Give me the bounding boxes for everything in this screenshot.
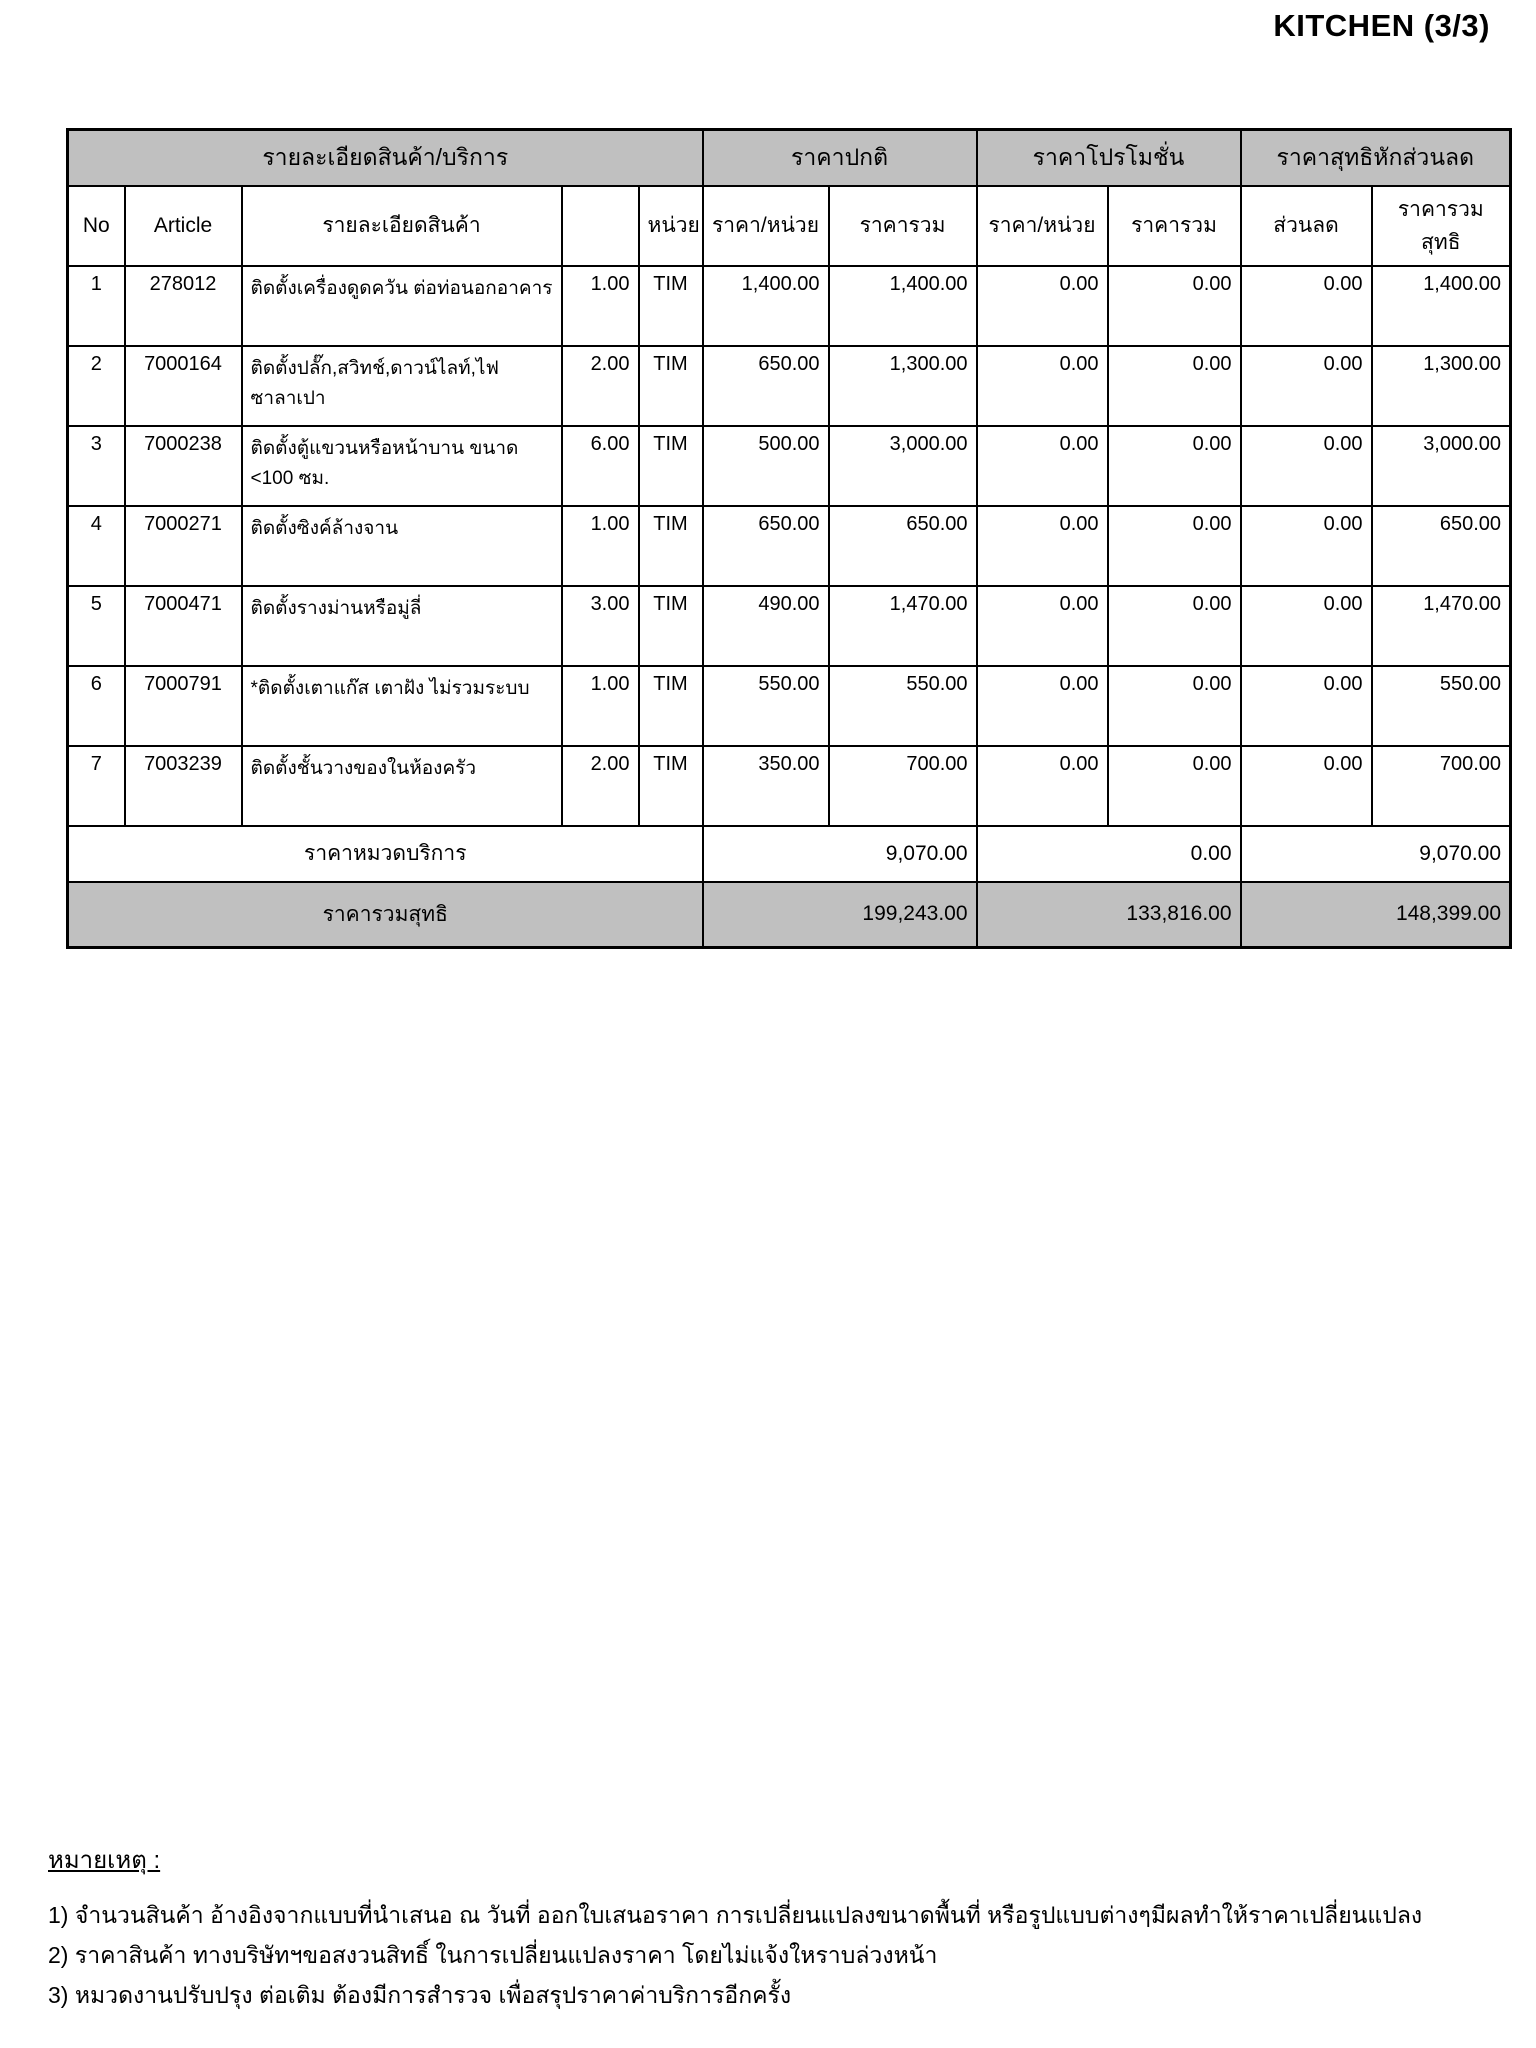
cell-qty: 1.00 [562,266,639,346]
group-header-net-price: ราคาสุทธิหักส่วนลด [1241,130,1511,186]
cell-net-total: 1,400.00 [1372,266,1511,346]
cell-unit: TIM [639,266,703,346]
cell-promo-unit-price: 0.00 [977,666,1108,746]
cell-description: ติดตั้งชั้นวางของในห้องครัว [242,746,562,826]
grand-total-row [68,882,1511,948]
cell-no: 2 [68,346,125,426]
cell-net-total: 650.00 [1372,506,1511,586]
col-header-discount: ส่วนลด [1241,186,1372,266]
cell-promo-total: 0.00 [1108,346,1241,426]
cell-no: 3 [68,426,125,506]
grand-total-normal: 199,243.00 [703,882,977,948]
service-total-net: 9,070.00 [1241,826,1511,882]
col-header-unit: หน่วย [639,186,703,266]
cell-qty: 2.00 [562,346,639,426]
service-total-label: ราคาหมวดบริการ [68,826,703,882]
cell-promo-total: 0.00 [1108,426,1241,506]
table-row [68,266,1511,346]
cell-article: 7000471 [125,586,242,666]
cell-net-total: 550.00 [1372,666,1511,746]
grand-total-promo: 133,816.00 [977,882,1241,948]
cell-article: 7003239 [125,746,242,826]
cell-normal-total: 1,470.00 [829,586,977,666]
cell-article: 7000791 [125,666,242,746]
col-header-normal-total: ราคารวม [829,186,977,266]
cell-discount: 0.00 [1241,266,1372,346]
cell-discount: 0.00 [1241,746,1372,826]
table-row [68,586,1511,666]
cell-unit: TIM [639,506,703,586]
cell-normal-unit-price: 350.00 [703,746,829,826]
cell-normal-total: 650.00 [829,506,977,586]
cell-article: 278012 [125,266,242,346]
cell-no: 5 [68,586,125,666]
cell-article: 7000164 [125,346,242,426]
page-title: KITCHEN (3/3) [1273,8,1490,43]
cell-discount: 0.00 [1241,666,1372,746]
cell-unit: TIM [639,666,703,746]
quotation-table [66,128,1512,949]
service-total-normal: 9,070.00 [703,826,977,882]
cell-article: 7000238 [125,426,242,506]
table-row [68,346,1511,426]
col-header-description: รายละเอียดสินค้า [242,186,562,266]
cell-unit: TIM [639,426,703,506]
col-header-normal-unit-price: ราคา/หน่วย [703,186,829,266]
table-row [68,746,1511,826]
col-header-net-total: ราคารวมสุทธิ [1372,186,1511,266]
cell-discount: 0.00 [1241,426,1372,506]
cell-unit: TIM [639,586,703,666]
col-header-promo-unit-price: ราคา/หน่วย [977,186,1108,266]
note-item-2: 2) ราคาสินค้า ทางบริษัทฯขอสงวนสิทธิ์ ในการเปลี่ยนแปลงราคา โดยไม่แจ้งใหราบล่วงหน้า [48,1942,938,1968]
cell-normal-unit-price: 500.00 [703,426,829,506]
cell-description: ติดตั้งตู้แขวนหรือหน้าบาน ขนาด <100 ซม. [242,426,562,506]
cell-normal-total: 3,000.00 [829,426,977,506]
cell-qty: 3.00 [562,586,639,666]
notes-section [48,1840,1508,2015]
cell-description: ติดตั้งรางม่านหรือมู่ลี่ [242,586,562,666]
cell-net-total: 3,000.00 [1372,426,1511,506]
cell-qty: 6.00 [562,426,639,506]
cell-unit: TIM [639,746,703,826]
grand-total-net: 148,399.00 [1241,882,1511,948]
column-header-row [68,186,1511,266]
cell-qty: 1.00 [562,506,639,586]
cell-normal-unit-price: 550.00 [703,666,829,746]
cell-normal-total: 700.00 [829,746,977,826]
cell-description: *ติดตั้งเตาแก๊ส เตาฝัง ไม่รวมระบบ [242,666,562,746]
cell-promo-unit-price: 0.00 [977,586,1108,666]
col-header-qty [562,186,639,266]
col-header-article: Article [125,186,242,266]
col-header-promo-total: ราคารวม [1108,186,1241,266]
cell-promo-unit-price: 0.00 [977,506,1108,586]
cell-article: 7000271 [125,506,242,586]
cell-net-total: 1,470.00 [1372,586,1511,666]
table-row [68,426,1511,506]
col-header-no: No [68,186,125,266]
cell-no: 1 [68,266,125,346]
cell-normal-unit-price: 1,400.00 [703,266,829,346]
cell-no: 4 [68,506,125,586]
cell-net-total: 700.00 [1372,746,1511,826]
cell-normal-total: 550.00 [829,666,977,746]
cell-discount: 0.00 [1241,506,1372,586]
cell-qty: 2.00 [562,746,639,826]
notes-heading: หมายเหตุ : [48,1847,161,1874]
cell-normal-unit-price: 650.00 [703,346,829,426]
table-row [68,666,1511,746]
group-header-row [68,130,1511,186]
note-item-1: 1) จำนวนสินค้า อ้างอิงจากแบบที่นำเสนอ ณ วันที่ ออกใบเสนอราคา การเปลี่ยนแปลงขนาดพื้นที่ หรือรูปแบบต่างๆมีผลทำให้ราคาเปลี่ยนแปลง [48,1902,1423,1928]
cell-normal-unit-price: 650.00 [703,506,829,586]
cell-promo-unit-price: 0.00 [977,266,1108,346]
cell-normal-total: 1,400.00 [829,266,977,346]
cell-no: 7 [68,746,125,826]
cell-promo-unit-price: 0.00 [977,346,1108,426]
cell-qty: 1.00 [562,666,639,746]
cell-description: ติดตั้งซิงค์ล้างจาน [242,506,562,586]
cell-normal-unit-price: 490.00 [703,586,829,666]
cell-promo-unit-price: 0.00 [977,426,1108,506]
note-item-3: 3) หมวดงานปรับปรุง ต่อเติม ต้องมีการสำรวจ เพื่อสรุปราคาค่าบริการอีกครั้ง [48,1982,792,2008]
group-header-promo-price: ราคาโปรโมชั่น [977,130,1241,186]
service-total-row [68,826,1511,882]
grand-total-label: ราคารวมสุทธิ [68,882,703,948]
cell-description: ติดตั้งเครื่องดูดควัน ต่อท่อนอกอาคาร [242,266,562,346]
cell-promo-total: 0.00 [1108,586,1241,666]
cell-net-total: 1,300.00 [1372,346,1511,426]
cell-promo-total: 0.00 [1108,746,1241,826]
cell-promo-total: 0.00 [1108,266,1241,346]
service-total-promo: 0.00 [977,826,1241,882]
cell-discount: 0.00 [1241,586,1372,666]
cell-unit: TIM [639,346,703,426]
table-row [68,506,1511,586]
cell-normal-total: 1,300.00 [829,346,977,426]
cell-discount: 0.00 [1241,346,1372,426]
cell-promo-total: 0.00 [1108,666,1241,746]
group-header-normal-price: ราคาปกติ [703,130,977,186]
cell-promo-unit-price: 0.00 [977,746,1108,826]
group-header-details: รายละเอียดสินค้า/บริการ [68,130,703,186]
cell-description: ติดตั้งปลั๊ก,สวิทช์,ดาวน์ไลท์,ไฟซาลาเปา [242,346,562,426]
cell-promo-total: 0.00 [1108,506,1241,586]
cell-no: 6 [68,666,125,746]
